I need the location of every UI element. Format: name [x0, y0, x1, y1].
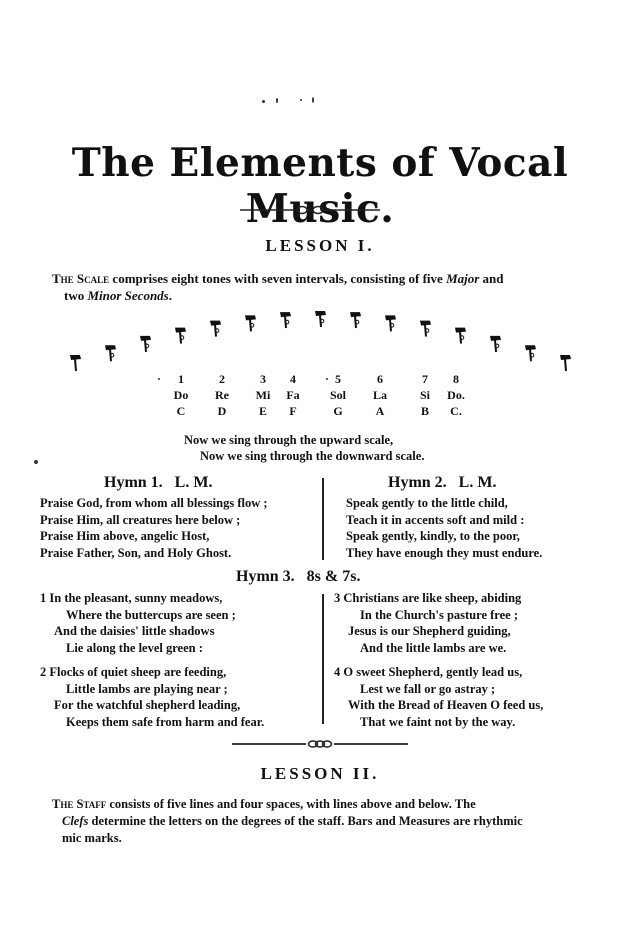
scale-letter: D — [217, 404, 227, 418]
minor-term: Minor Seconds — [87, 288, 169, 303]
intro-text: comprises eight tones with seven intervals, consisting of five — [109, 271, 447, 286]
scale-syllable: Re — [215, 388, 229, 402]
scale-syllable: Do — [173, 388, 189, 402]
scale-num: 1 — [178, 372, 184, 386]
scale-syllable: La — [372, 388, 387, 402]
scale-num: 5 — [335, 372, 341, 386]
verse-line: Where the buttercups are seen ; — [66, 607, 236, 622]
title-ornament — [240, 204, 380, 216]
scale-letter: C — [176, 404, 186, 418]
verse-line: With the Bread of Heaven O feed us, — [348, 698, 544, 712]
verse-line: Speak gently to the little child, — [346, 496, 508, 510]
intro-text: and — [479, 271, 504, 286]
scale-num: 4 — [290, 372, 296, 386]
hymn-3-right-verses — [334, 590, 624, 730]
scale-num: 8 — [453, 372, 459, 386]
scale-glyph — [70, 355, 81, 371]
verse-line: 1 In the pleasant, sunny meadows, — [40, 591, 223, 605]
intro-text: two — [64, 288, 88, 303]
hymn-1-verse — [40, 495, 315, 561]
scale-syllable: Do. — [447, 388, 465, 402]
intro-text: consists of five lines and four spaces, with lines above and below. The — [106, 797, 476, 811]
scale-glyph — [245, 315, 256, 331]
intro-text: . — [168, 288, 172, 303]
scale-syllable: Mi — [255, 388, 271, 402]
scale-num: 6 — [377, 372, 383, 386]
verse-line: That we faint not by the way. — [360, 714, 516, 729]
speck — [276, 98, 278, 103]
scale-glyph — [420, 321, 431, 337]
scale-table — [0, 372, 640, 422]
scale-letter: E — [258, 404, 267, 418]
hymn-1-heading: Hymn 1. L. M. — [104, 474, 213, 491]
scale-glyph — [175, 328, 186, 344]
verse-line: 2 Flocks of quiet sheep are feeding, — [40, 665, 227, 679]
scale-glyph — [140, 336, 151, 352]
major-term: Major — [446, 271, 480, 286]
column-rule — [322, 478, 324, 560]
verse-line: And the daisies' little shadows — [54, 624, 215, 638]
verse-line: Lest we fall or go astray ; — [360, 681, 496, 696]
lesson-1-heading: LESSON I. — [265, 236, 375, 255]
speck — [34, 460, 38, 464]
scale-glyph — [455, 328, 466, 344]
scale-letter: A — [375, 404, 385, 418]
verse-line: Praise Him above, angelic Host, — [40, 529, 210, 543]
scale-syllable: Fa — [286, 388, 300, 402]
scale-glyph — [350, 312, 361, 328]
scale-glyph — [210, 321, 221, 337]
verse-line: In the Church's pasture free ; — [360, 607, 518, 622]
verse-line: Praise God, from whom all blessings flow ; — [40, 496, 268, 510]
speck — [262, 100, 265, 103]
staff-term: The Staff — [52, 797, 107, 811]
scale-glyph — [385, 315, 396, 331]
verse-line: Little lambs are playing near ; — [66, 681, 228, 696]
scale-glyph — [560, 355, 571, 371]
intro-text: mic marks. — [62, 831, 122, 845]
hymn-2-verse — [346, 495, 621, 561]
hymn-3-heading: Hymn 3. 8s & 7s. — [236, 568, 361, 585]
speck — [312, 97, 314, 103]
upward-line: Now we sing through the upward scale, — [184, 433, 394, 447]
page-title: The Elements of Vocal Music. — [71, 140, 569, 232]
verse-line: Speak gently, kindly, to the poor, — [346, 529, 520, 543]
intro-text: determine the letters on the degrees of the staff. Bars and Measures are rhythmic — [88, 814, 523, 828]
scale-glyph — [280, 312, 291, 328]
section-ornament — [232, 738, 408, 750]
scale-letter: F — [289, 404, 297, 418]
hymn-2-heading: Hymn 2. L. M. — [388, 474, 497, 491]
scale-intro — [52, 270, 612, 304]
verse-line: Lie along the level green : — [66, 640, 203, 655]
lesson-2-heading: LESSON II. — [260, 764, 380, 783]
scale-syllable: Sol — [329, 388, 346, 402]
scale-arc — [0, 300, 640, 380]
verse-line: Keeps them safe from harm and fear. — [66, 714, 265, 729]
speck — [158, 378, 160, 380]
scale-num: 2 — [219, 372, 225, 386]
speck — [300, 99, 302, 101]
verse-line: 3 Christians are like sheep, abiding — [334, 591, 522, 605]
verse-line: For the watchful shepherd leading, — [54, 698, 241, 712]
verse-line: 4 O sweet Shepherd, gently lead us, — [334, 665, 523, 679]
speck — [326, 378, 328, 380]
hymn-3-left-verses — [40, 590, 318, 730]
staff-intro — [52, 796, 624, 847]
verse-line: Jesus is our Shepherd guiding, — [348, 624, 511, 638]
scale-glyph — [525, 345, 536, 361]
scale-glyph — [315, 311, 326, 327]
scale-syllable: Si — [419, 388, 430, 402]
scale-term: The Scale — [52, 271, 110, 286]
clefs-term: Clefs — [62, 814, 89, 828]
verse-line: And the little lambs are we. — [360, 640, 507, 655]
scale-num: 3 — [260, 372, 266, 386]
scale-num: 7 — [422, 372, 428, 386]
downward-line: Now we sing through the downward scale. — [200, 449, 425, 463]
verse-line: They have enough they must endure. — [346, 545, 543, 560]
scale-glyph — [490, 336, 501, 352]
scale-letter: G — [333, 404, 343, 418]
column-rule — [322, 594, 324, 724]
scale-glyph — [105, 345, 116, 361]
verse-line: Teach it in accents soft and mild : — [346, 512, 525, 527]
verse-line: Praise Him, all creatures here below ; — [40, 512, 241, 527]
scale-letter: B — [420, 404, 429, 418]
verse-line: Praise Father, Son, and Holy Ghost. — [40, 545, 232, 560]
scale-letter: C. — [450, 404, 462, 418]
